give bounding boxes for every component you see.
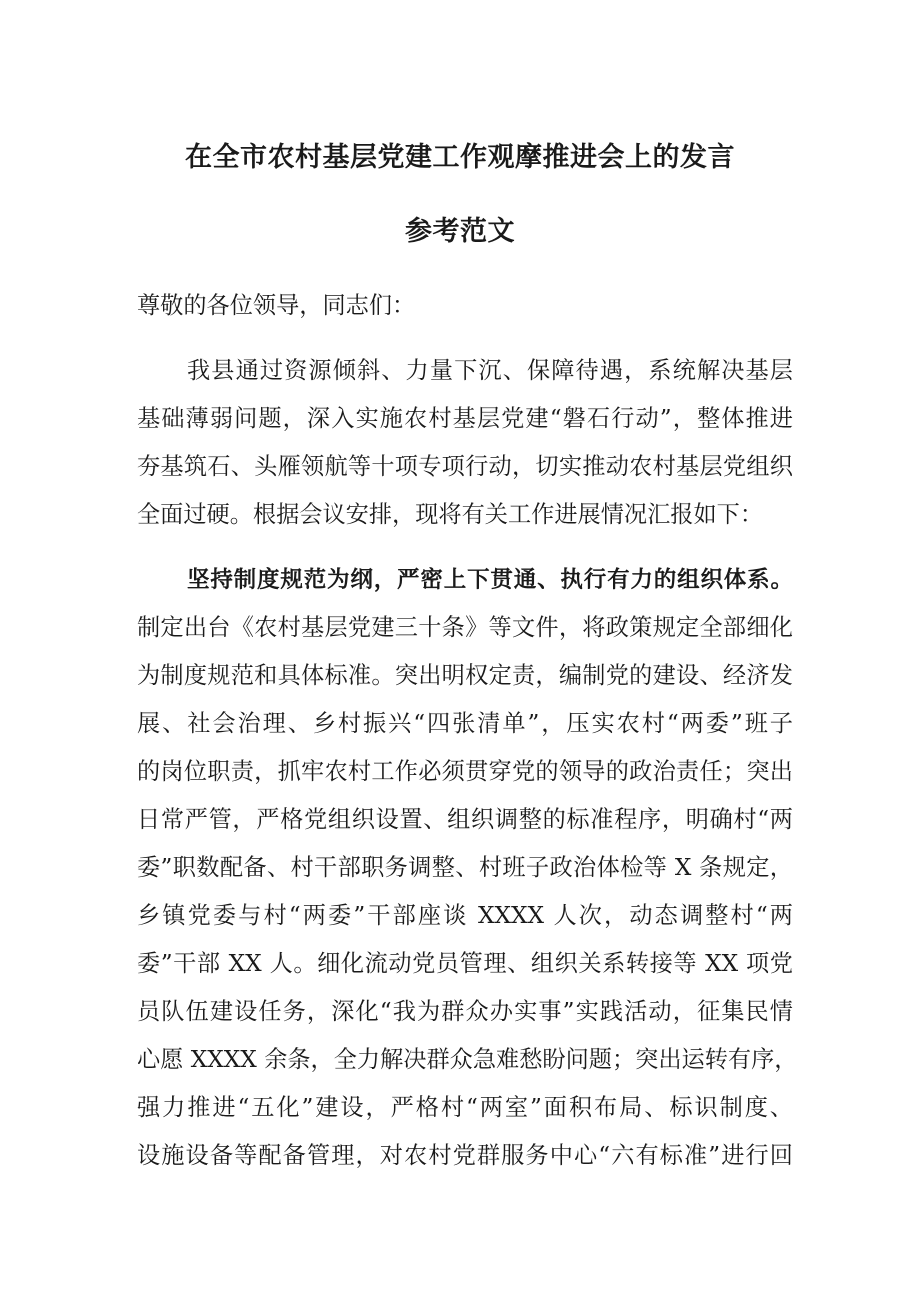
paragraph-2-line: 设施设备等配备管理，对农村党群服务中心“六有标准”进行回 [137, 1142, 793, 1169]
paragraph-2-line: 强力推进“五化”建设，严格村“两室”面积布局、标识制度、 [137, 1094, 793, 1121]
document-subtitle: 参考范文 [405, 216, 515, 247]
paragraph-2-line: 日常严管，严格党组织设置、组织调整的标准程序，明确村“两 [137, 806, 793, 833]
paragraph-2-line: 心愿 XXXX 余条，全力解决群众急难愁盼问题；突出运转有序， [137, 1046, 798, 1073]
paragraph-2-line: 制定出台《农村基层党建三十条》等文件，将政策规定全部细化 [137, 614, 793, 641]
salutation: 尊敬的各位领导，同志们： [137, 292, 416, 319]
paragraph-2-line: 的岗位职责，抓牢农村工作必须贯穿党的领导的政治责任；突出 [137, 758, 793, 785]
paragraph-2-line: 员队伍建设任务，深化“我为群众办实事”实践活动，征集民情 [137, 998, 793, 1025]
paragraph-2-line: 乡镇党委与村“两委”干部座谈 XXXX 人次，动态调整村“两 [137, 902, 793, 929]
paragraph-1-line: 夯基筑石、头雁领航等十项专项行动，切实推动农村基层党组织 [137, 453, 793, 480]
paragraph-2-line: 委”干部 XX 人。细化流动党员管理、组织关系转接等 XX 项党 [137, 950, 793, 977]
paragraph-2-line: 展、社会治理、乡村振兴“四张清单”，压实农村“两委”班子 [137, 710, 793, 737]
paragraph-2-line: 为制度规范和具体标准。突出明权定责，编制党的建设、经济发 [137, 662, 793, 689]
paragraph-1-line: 全面过硬。根据会议安排，现将有关工作进展情况汇报如下： [137, 501, 764, 528]
document-title: 在全市农村基层党建工作观摩推进会上的发言 [185, 142, 735, 173]
paragraph-2-line: 委”职数配备、村干部职务调整、村班子政治体检等 X 条规定， [137, 854, 793, 881]
paragraph-1-line: 我县通过资源倾斜、力量下沉、保障待遇，系统解决基层 [187, 357, 793, 384]
section-heading: 坚持制度规范为纲，严密上下贯通、执行有力的组织体系。 [187, 567, 793, 593]
paragraph-1-line: 基础薄弱问题，深入实施农村基层党建“磐石行动”，整体推进 [137, 405, 793, 432]
